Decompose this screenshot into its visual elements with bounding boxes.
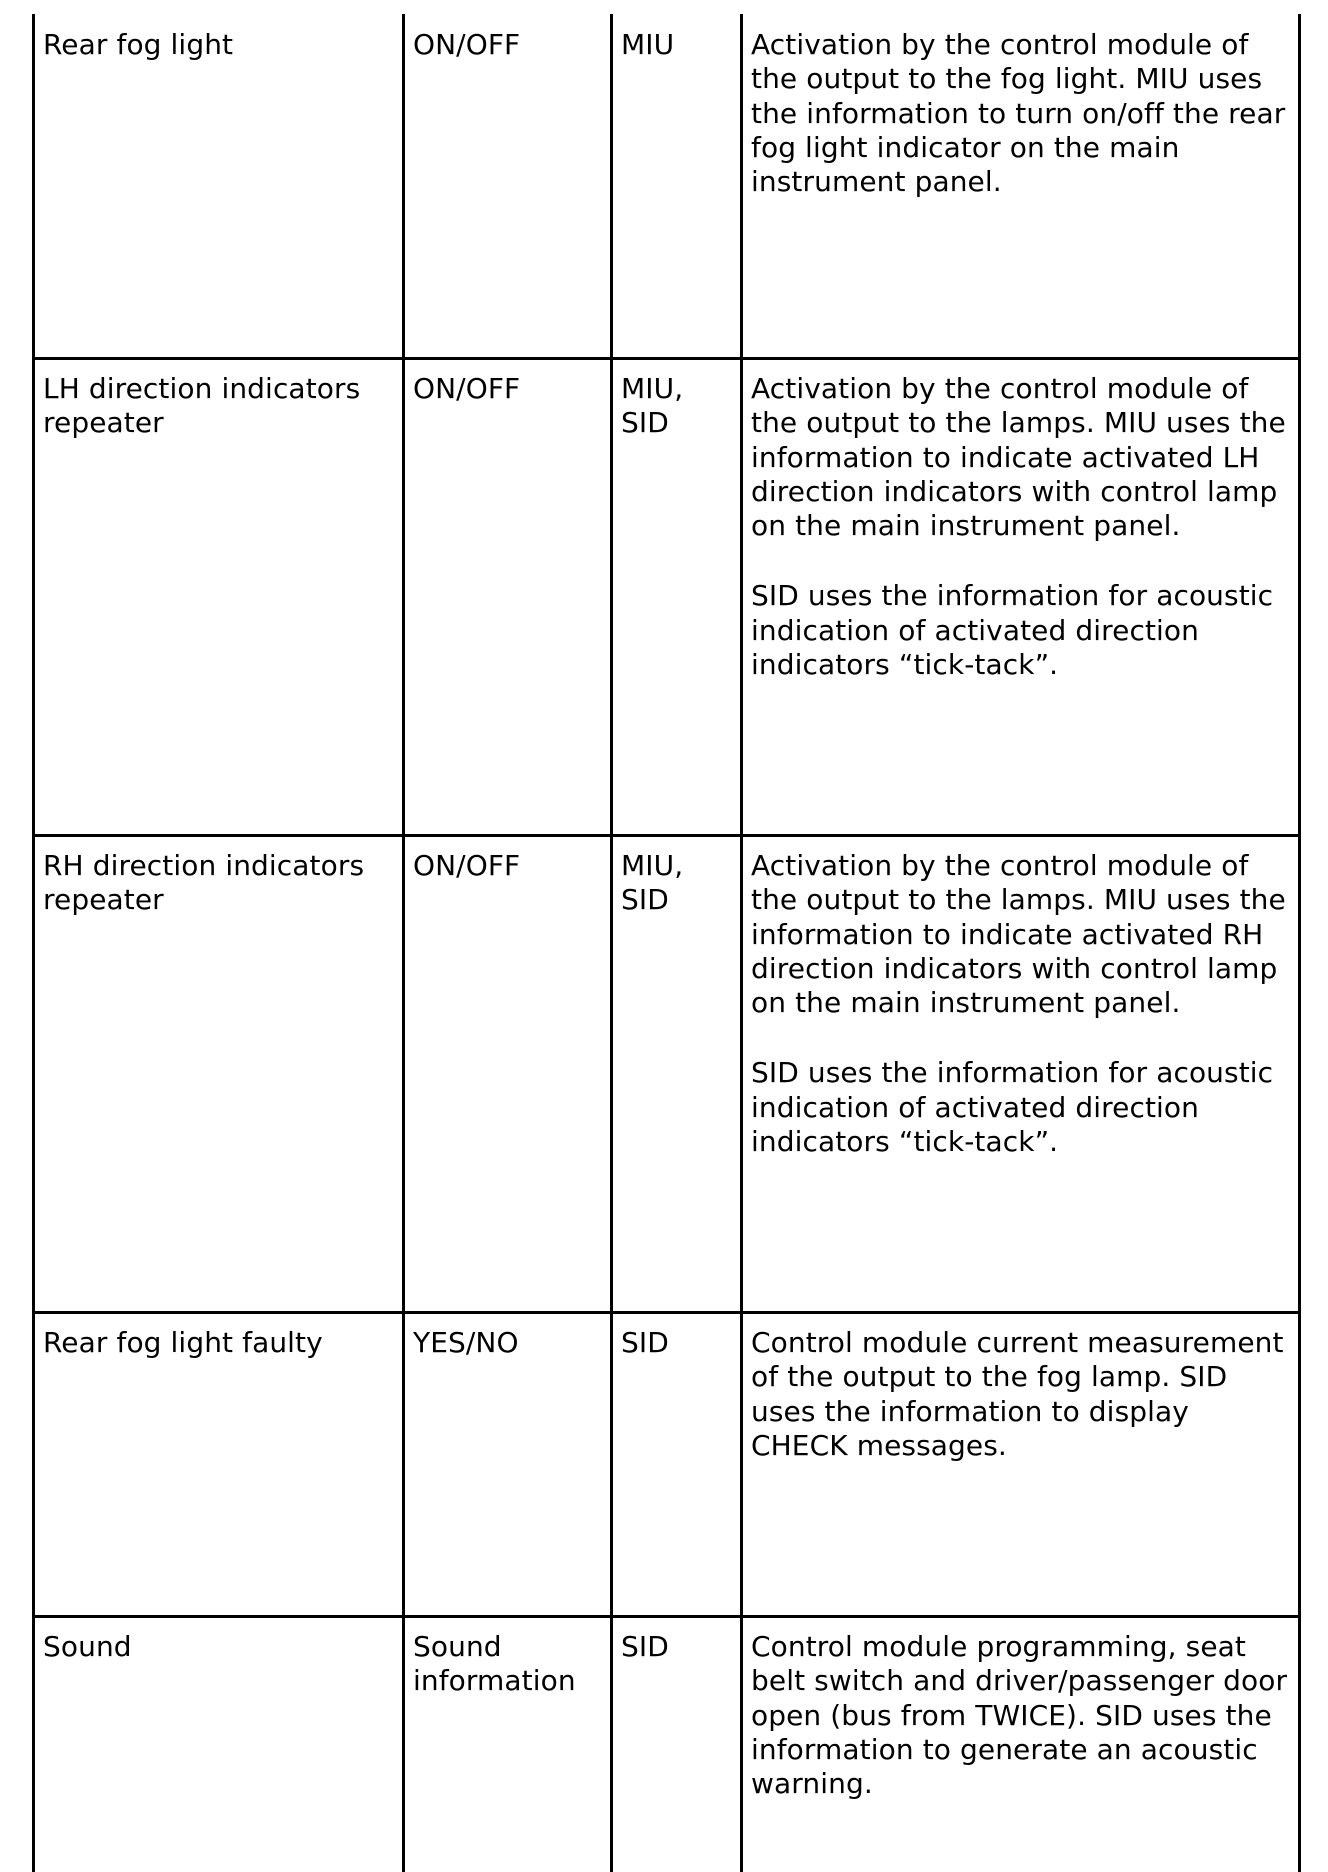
description-paragraph: Control module current measurement of the output to the fog lamp. SID uses the information to display CHECK messages. <box>751 1326 1284 1462</box>
description-paragraph: Activation by the control module of the output to the lamps. MIU uses the information to indicate activated LH direction indicators with control lamp on the main instrument panel. <box>751 372 1286 543</box>
signal-receiver: SID <box>621 1630 669 1663</box>
table-row <box>33 835 1300 1312</box>
signal-description-cell <box>741 14 1300 358</box>
signal-name-cell <box>33 1616 403 1872</box>
signal-description-cell <box>741 1312 1300 1616</box>
signal-value: Sound information <box>413 1630 576 1698</box>
table-row <box>33 1616 1300 1872</box>
signal-description-cell <box>741 358 1300 835</box>
signal-receiver-cell <box>611 1616 741 1872</box>
column-divider <box>610 14 613 1872</box>
column-divider <box>402 14 405 1872</box>
signal-receiver-cell <box>611 835 741 1312</box>
signal-name-cell <box>33 358 403 835</box>
description-paragraph: Activation by the control module of the output to the lamps. MIU uses the information to indicate activated RH direction indicators with control lamp on the main instrument panel. <box>751 849 1286 1020</box>
signal-name: Rear fog light <box>43 28 234 61</box>
signal-description-cell <box>741 1616 1300 1872</box>
row-divider <box>33 1615 1300 1618</box>
column-divider <box>1298 14 1301 1872</box>
signal-value-cell <box>403 14 611 358</box>
signal-description-cell <box>741 835 1300 1312</box>
table-row <box>33 1312 1300 1616</box>
row-divider <box>33 834 1300 837</box>
signal-value-cell <box>403 835 611 1312</box>
signal-name: Sound <box>43 1630 132 1663</box>
signal-receiver: SID <box>621 1326 669 1359</box>
row-divider <box>33 1311 1300 1314</box>
signal-name: LH direction indicators repeater <box>43 372 361 440</box>
signal-receiver: MIU, SID <box>621 849 684 917</box>
signal-receiver-cell <box>611 1312 741 1616</box>
table-row <box>33 14 1300 358</box>
row-divider <box>33 357 1300 360</box>
signal-value: ON/OFF <box>413 28 521 61</box>
signal-value-cell <box>403 358 611 835</box>
signal-name-cell <box>33 14 403 358</box>
column-divider <box>740 14 743 1872</box>
signal-value-cell <box>403 1312 611 1616</box>
description-paragraph: SID uses the information for acoustic indication of activated direction indicators “tick-tack”. <box>751 579 1274 682</box>
signal-value: ON/OFF <box>413 372 521 405</box>
signal-receiver-cell <box>611 358 741 835</box>
signal-value: YES/NO <box>413 1326 519 1359</box>
signal-value-cell <box>403 1616 611 1872</box>
signal-name-cell <box>33 1312 403 1616</box>
column-divider <box>32 14 35 1872</box>
signal-value: ON/OFF <box>413 849 521 882</box>
table-row <box>33 358 1300 835</box>
description-paragraph: Control module programming, seat belt switch and driver/passenger door open (bus from TWICE). SID uses the information to generate an acoustic warning. <box>751 1630 1288 1801</box>
signal-receiver: MIU, SID <box>621 372 684 440</box>
description-paragraph: SID uses the information for acoustic indication of activated direction indicators “tick-tack”. <box>751 1056 1274 1159</box>
description-paragraph: Activation by the control module of the output to the fog light. MIU uses the information to turn on/off the rear fog light indicator on the main instrument panel. <box>751 28 1286 199</box>
signal-name: Rear fog light faulty <box>43 1326 323 1359</box>
signal-name-cell <box>33 835 403 1312</box>
signal-receiver: MIU <box>621 28 675 61</box>
signal-receiver-cell <box>611 14 741 358</box>
signal-name: RH direction indicators repeater <box>43 849 365 917</box>
signal-table <box>33 14 1300 1872</box>
